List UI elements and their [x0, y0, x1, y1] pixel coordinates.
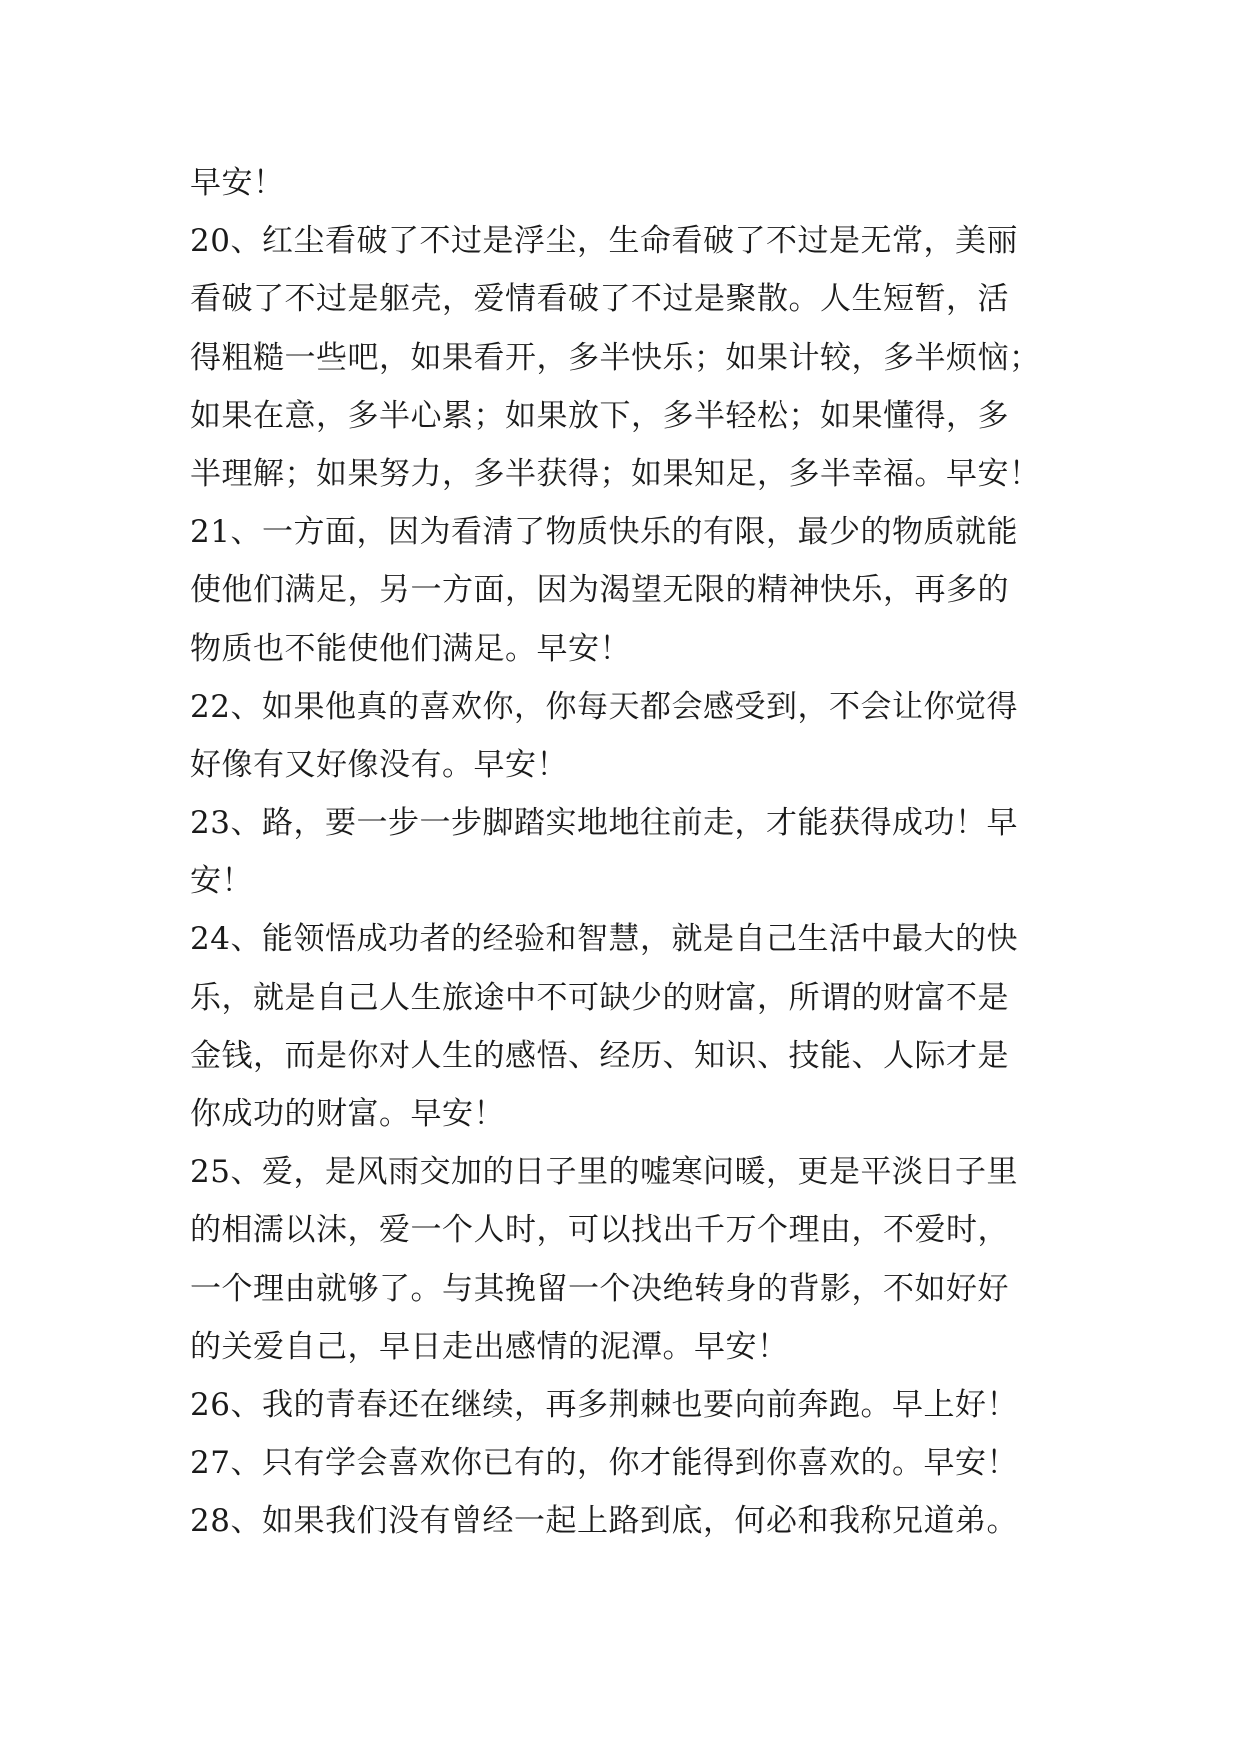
text-line: 23、路，要一步一步脚踏实地地往前走，才能获得成功！早 [190, 805, 1018, 842]
text-line: 20、红尘看破了不过是浮尘，生命看破了不过是无常，美丽 [190, 223, 1018, 260]
text-line: 28、如果我们没有曾经一起上路到底，何必和我称兄道弟。 [190, 1503, 1018, 1540]
text-line: 27、只有学会喜欢你已有的，你才能得到你喜欢的。早安！ [190, 1445, 1018, 1482]
text-line: 金钱，而是你对人生的感悟、经历、知识、技能、人际才是 [190, 1037, 1009, 1074]
text-line: 乐，就是自己人生旅途中不可缺少的财富，所谓的财富不是 [190, 979, 1009, 1016]
text-line: 26、我的青春还在继续，再多荆棘也要向前奔跑。早上好！ [190, 1386, 1018, 1423]
text-line: 一个理由就够了。与其挽留一个决绝转身的背影，不如好好 [190, 1270, 1009, 1307]
text-line: 22、如果他真的喜欢你，你每天都会感受到，不会让你觉得 [190, 688, 1018, 725]
text-line: 好像有又好像没有。早安！ [190, 746, 568, 783]
text-line: 如果在意，多半心累；如果放下，多半轻松；如果懂得，多 [190, 397, 1009, 434]
text-line: 21、一方面，因为看清了物质快乐的有限，最少的物质就能 [190, 514, 1018, 551]
text-line: 看破了不过是躯壳，爱情看破了不过是聚散。人生短暂，活 [190, 281, 1009, 318]
text-line: 物质也不能使他们满足。早安！ [190, 630, 631, 667]
text-line: 你成功的财富。早安！ [190, 1096, 505, 1132]
text-line: 得粗糙一些吧，如果看开，多半快乐；如果计较，多半烦恼； [190, 339, 1041, 376]
text-line: 半理解；如果努力，多半获得；如果知足，多半幸福。早安！ [190, 455, 1041, 492]
text-line: 使他们满足，另一方面，因为渴望无限的精神快乐，再多的 [190, 572, 1009, 609]
text-line: 早安！ [190, 165, 285, 201]
document-body [190, 154, 1070, 1551]
text-line: 25、爱，是风雨交加的日子里的嘘寒问暖，更是平淡日子里 [190, 1154, 1018, 1191]
text-line: 的关爱自己，早日走出感情的泥潭。早安！ [190, 1328, 789, 1365]
text-line: 的相濡以沫，爱一个人时，可以找出千万个理由，不爱时， [190, 1212, 1009, 1249]
text-line: 24、能领悟成功者的经验和智慧，就是自己生活中最大的快 [190, 921, 1018, 958]
text-line: 安！ [190, 863, 253, 900]
